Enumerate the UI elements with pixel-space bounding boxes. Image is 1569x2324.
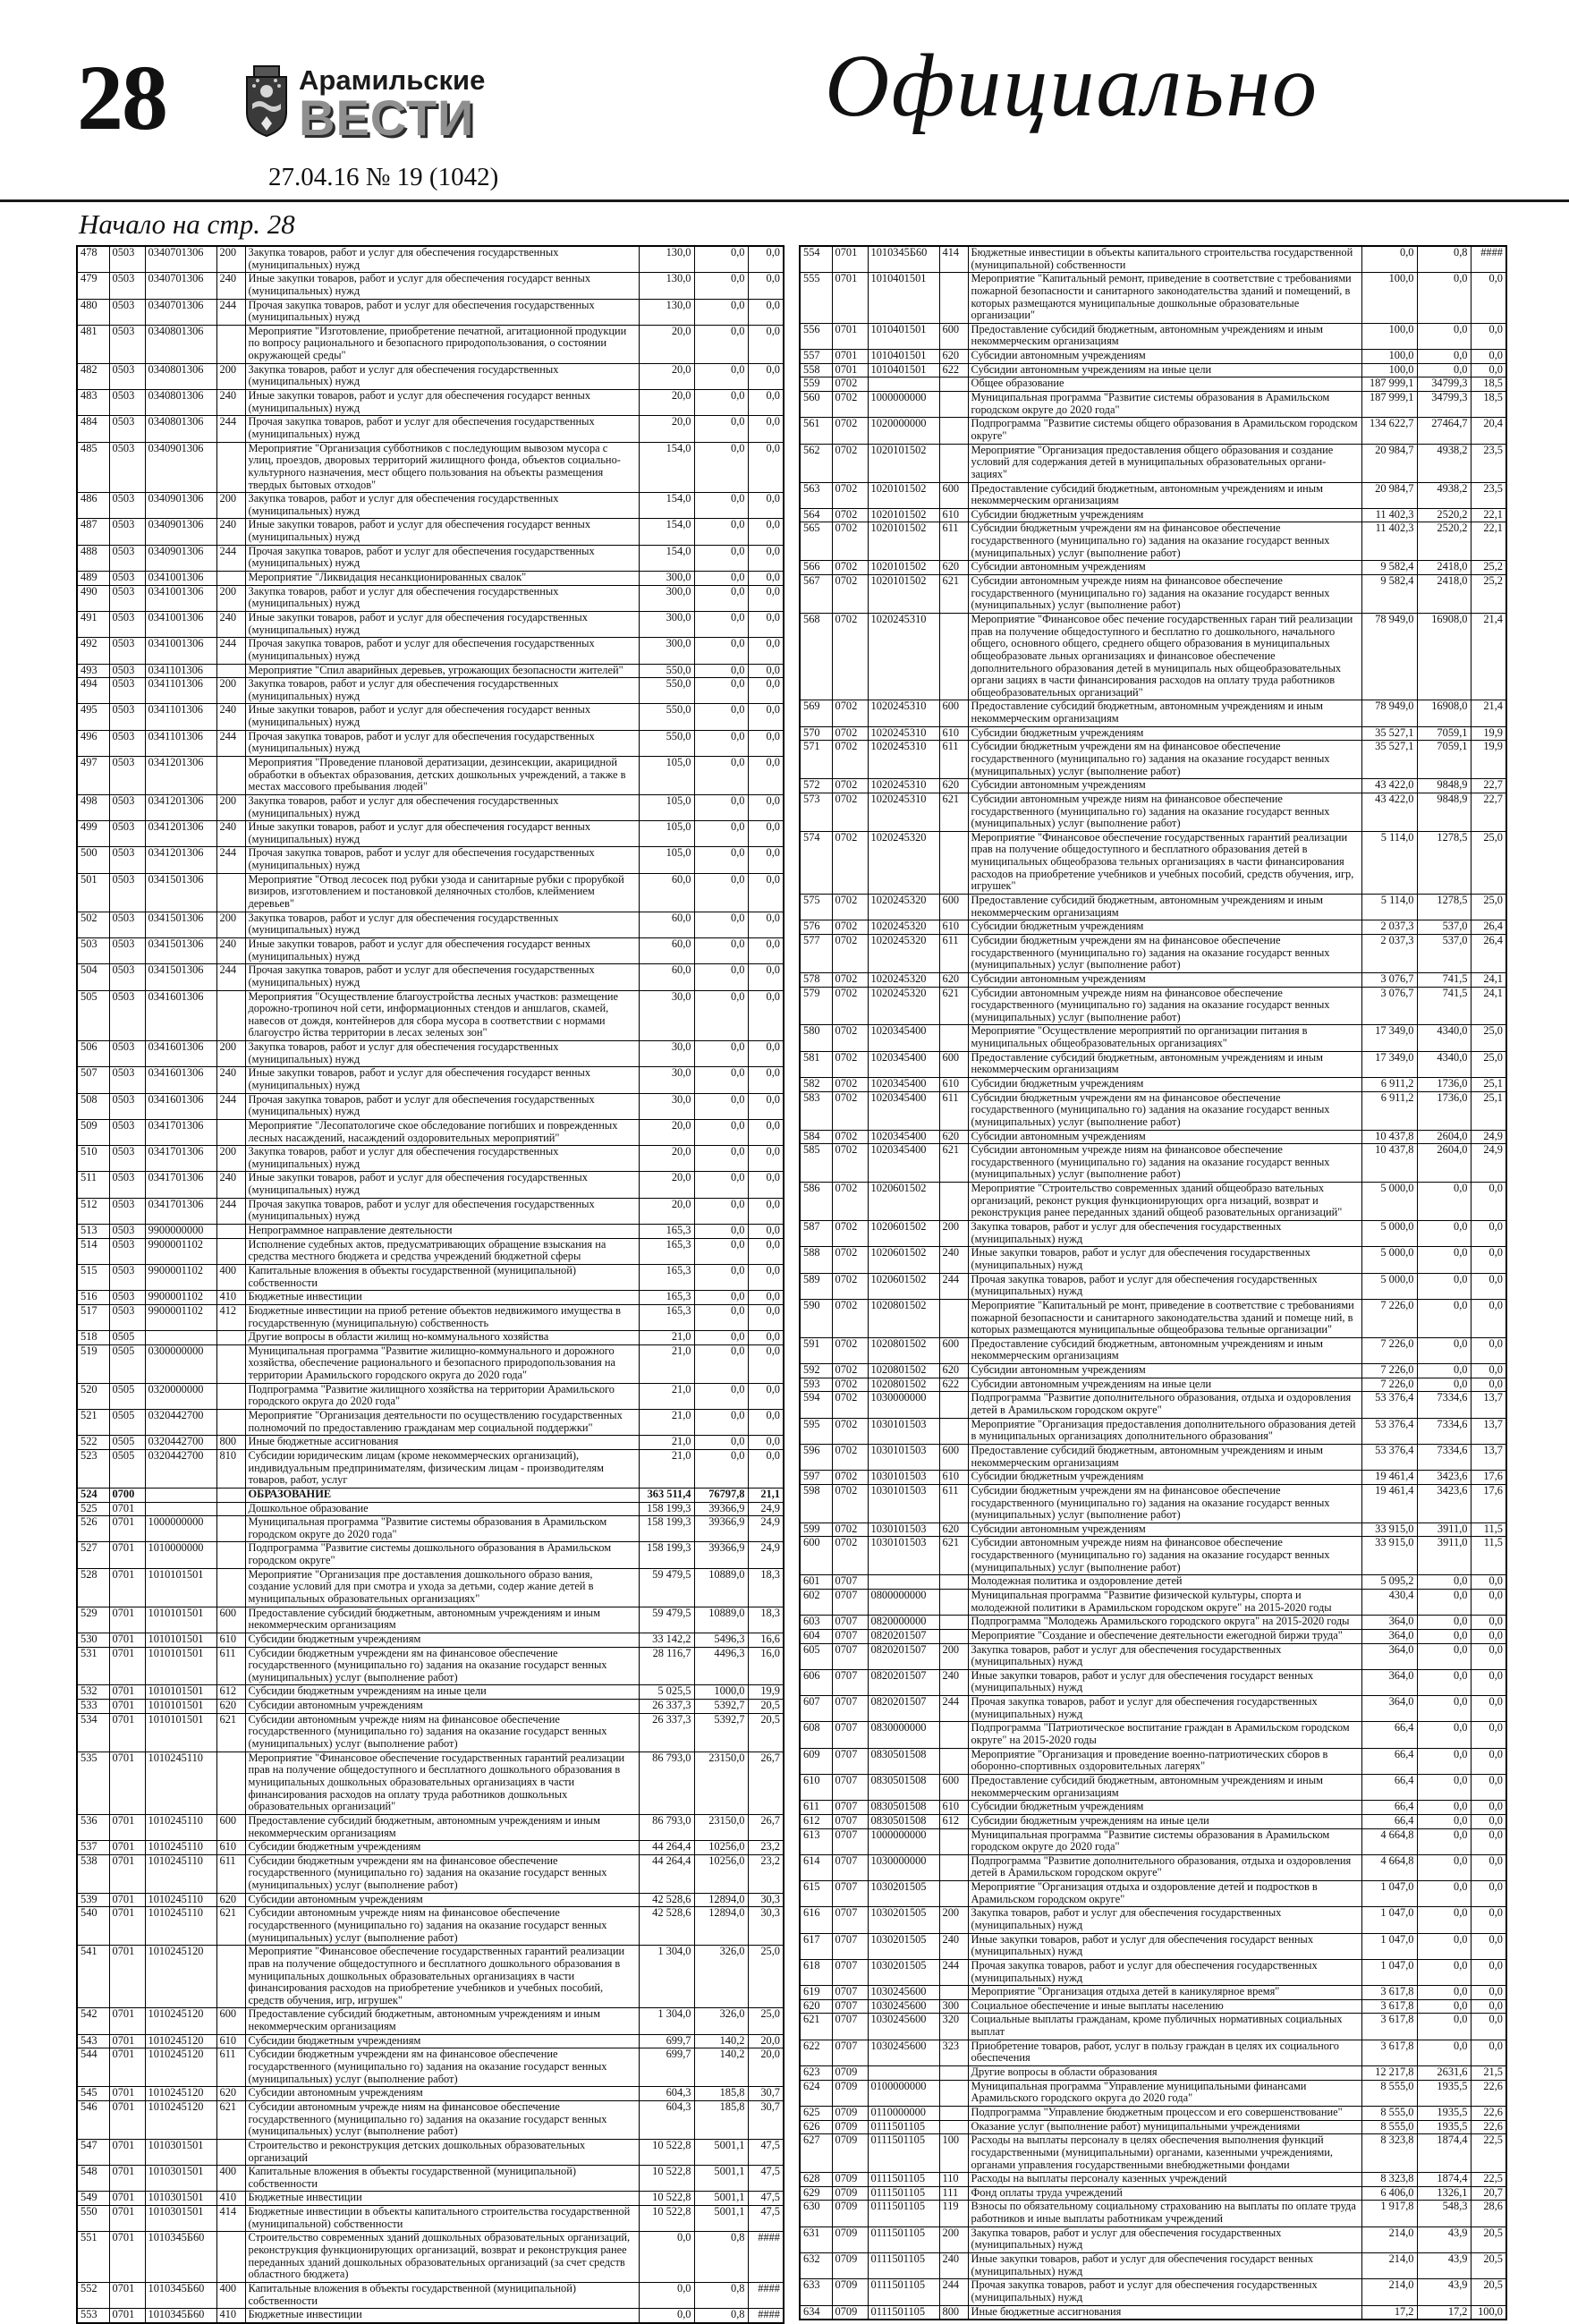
table-row: 572 0702 1020245310 620 Субсидии автономным учреждениям 43 422,0 9848,9 22,7: [800, 779, 1506, 793]
table-row: 489 0503 0341001306 Мероприятие "Ликвидация несанкционированных свалок" 300,0 0,0 0,0: [77, 572, 784, 586]
table-row: 583 0702 1020345400 611 Субсидии бюджетным учреждени ям на финансовое обеспечение государственного (муниципально го) задания на оказание государст венных (муниципальных) услуг (выполнение работ) 6 911,2 1736,0 25,1: [800, 1091, 1506, 1130]
table-row: 582 0702 1020345400 610 Субсидии бюджетным учреждениям 6 911,2 1736,0 25,1: [800, 1078, 1506, 1092]
city-crest-icon: [243, 64, 290, 138]
table-row: 552 0701 1010345Б60 400 Капитальные вложения в объекты государственной (муниципальной) собственности 0,0 0,8 ####: [77, 2282, 784, 2308]
table-row: 588 0702 1020601502 240 Иные закупки товаров, работ и услуг для обеспечения государственных (муниципальных) нужд 5 000,0 0,0 0,0: [800, 1247, 1506, 1273]
table-row: 567 0702 1020101502 621 Субсидии автономным учрежде ниям на финансовое обеспечение государственного (муниципально го) задания на оказание государст венных (муниципальных) услуг (выполнение работ) 9 582,4 2418,0 25,2: [800, 575, 1506, 614]
table-row: 510 0503 0341701306 200 Закупка товаров, работ и услуг для обеспечения государственных (муниципальных) нужд 20,0 0,0 0,0: [77, 1146, 784, 1172]
table-row: 535 0701 1010245110 Мероприятие "Финансовое обеспечение государственных гарантий реализации прав на получение общедоступного и бесплатного дошкольного образования в муниципальных дошкольных образовательных организациях в части финансирования расходов на оплату труда работников дошкольных образовательных организаций" 86 793,0 23150,0 26,7: [77, 1751, 784, 1814]
table-row: 505 0503 0341601306 Мероприятия "Осуществление благоустройства лесных участков: размещение дорожно-тропиноч ной сети, информационных стендов и аншлагов, скамей, навесов от дождя, контейнеров для сбора мусора в соответствии с нормами благоустро йства территории в лесах зеленых зон" 30,0 0,0 0,0: [77, 990, 784, 1041]
table-row: 603 0707 0820000000 Подпрограмма "Молодежь Арамильского городского округа" на 2015-2020 годы 364,0 0,0 0,0: [800, 1616, 1506, 1630]
table-row: 491 0503 0341001306 240 Иные закупки товаров, работ и услуг для обеспечения государственных (муниципальных) нужд 300,0 0,0 0,0: [77, 611, 784, 637]
table-row: 523 0505 0320442700 810 Субсидии юридическим лицам (кроме некоммерческих организаций), индивидуальным предпринимателям, физическим лицам - производителям товаров, работ, услуг 21,0 0,0 0,0: [77, 1449, 784, 1488]
table-row: 573 0702 1020245310 621 Субсидии автономным учрежде ниям на финансовое обеспечение государственного (муниципально го) задания на оказание государст венных (муниципальных) услуг (выполнение работ) 43 422,0 9848,9 22,7: [800, 793, 1506, 831]
table-row: 526 0701 1000000000 Муниципальная программа "Развитие системы образования в Арамильском городском округе до 2020 года" 158 199,3 39366,9 24,9: [77, 1516, 784, 1542]
table-row: 578 0702 1020245320 620 Субсидии автономным учреждениям 3 076,7 741,5 24,1: [800, 972, 1506, 987]
section-title: Официально: [825, 36, 1319, 135]
table-row: 513 0503 9900000000 Непрограммное направление деятельности 165,3 0,0 0,0: [77, 1225, 784, 1239]
table-row: 488 0503 0340901306 244 Прочая закупка товаров, работ и услуг для обеспечения государственных (муниципальных) нужд 154,0 0,0 0,0: [77, 545, 784, 571]
table-row: 600 0702 1030101503 621 Субсидии автономным учрежде ниям на финансовое обеспечение государственного (муниципально го) задания на оказание государст венных (муниципальных) услуг (выполнение работ) 33 915,0 3911,0 11,5: [800, 1537, 1506, 1575]
table-row: 494 0503 0341101306 200 Закупка товаров, работ и услуг для обеспечения государственных (муниципальных) нужд 550,0 0,0 0,0: [77, 678, 784, 704]
table-row: 620 0707 1030245600 300 Социальное обеспечение и иные выплаты населению 3 617,8 0,0 0,0: [800, 1999, 1506, 2014]
table-row: 487 0503 0340901306 240 Иные закупки товаров, работ и услуг для обеспечения государст венных (муниципальных) нужд 154,0 0,0 0,0: [77, 519, 784, 545]
table-row: 542 0701 1010245120 600 Предоставление субсидий бюджетным, автономным учреждениям и иным некоммерческим организациям 1 304,0 326,0 25,0: [77, 2008, 784, 2034]
table-row: 550 0701 1010301501 414 Бюджетные инвестиции в объекты капитального строительства государственной (муниципальной) собственности 10 522,8 5001,1 47,5: [77, 2206, 784, 2232]
table-row: 495 0503 0341101306 240 Иные закупки товаров, работ и услуг для обеспечения государст венных (муниципальных) нужд 550,0 0,0 0,0: [77, 704, 784, 730]
table-row: 547 0701 1010301501 Строительство и реконструкция детских дошкольных образовательных организаций 10 522,8 5001,1 47,5: [77, 2139, 784, 2165]
table-row: 551 0701 1010345Б60 Строительство современных зданий дошкольных образовательных организаций, реконструкция функционирующих организаций, возврат и реконструкция ранее переданных зданий дошкольных образовательных организаций (за счет средств областного бюджета) 0,0 0,8 ####: [77, 2232, 784, 2283]
table-row: 562 0702 1020101502 Мероприятие "Организация предоставления общего образования и создание условий для содержания детей в муниципальных образовательных органи- зациях" 20 984,7 4938,2 23,5: [800, 444, 1506, 482]
table-row: 508 0503 0341601306 244 Прочая закупка товаров, работ и услуг для обеспечения государственных (муниципальных) нужд 30,0 0,0 0,0: [77, 1093, 784, 1119]
table-row: 512 0503 0341701306 244 Прочая закупка товаров, работ и услуг для обеспечения государственных (муниципальных) нужд 20,0 0,0 0,0: [77, 1198, 784, 1224]
table-row: 554 0701 1010345Б60 414 Бюджетные инвестиции в объекты капитального строительства государственной (муниципальной) собственности 0,0 0,8 ####: [800, 246, 1506, 273]
table-row: 621 0707 1030245600 320 Социальные выплаты гражданам, кроме публичных нормативных социальных выплат 3 617,8 0,0 0,0: [800, 2014, 1506, 2040]
table-row: 520 0505 0320000000 Подпрограмма "Развитие жилищного хозяйства на территории Арамильского городского округа до 2020 года" 21,0 0,0 0,0: [77, 1383, 784, 1409]
table-row: 516 0503 9900001102 410 Бюджетные инвестиции 165,3 0,0 0,0: [77, 1291, 784, 1305]
table-row: 599 0702 1030101503 620 Субсидии автономным учреждениям 33 915,0 3911,0 11,5: [800, 1522, 1506, 1537]
date-issue-line: 27.04.16 № 19 (1042): [268, 163, 499, 191]
table-row: 525 0701 Дошкольное образование 158 199,3 39366,9 24,9: [77, 1502, 784, 1516]
table-row: 524 0700 ОБРАЗОВАНИЕ 363 511,4 76797,8 21,1: [77, 1488, 784, 1502]
table-row: 527 0701 1010000000 Подпрограмма "Развитие системы дошкольного образования в Арамильском городском округе" 158 199,3 39366,9 24,9: [77, 1542, 784, 1568]
table-row: 560 0702 1000000000 Муниципальная программа "Развитие системы образования в Арамильском городском округе до 2020 года" 187 999,1 34799,3 18,5: [800, 392, 1506, 418]
table-row: 558 0701 1010401501 622 Субсидии автономным учреждениям на иные цели 100,0 0,0 0,0: [800, 363, 1506, 377]
table-row: 592 0702 1020801502 620 Субсидии автономным учреждениям 7 226,0 0,0 0,0: [800, 1364, 1506, 1378]
table-row: 553 0701 1010345Б60 410 Бюджетные инвестиции 0,0 0,8 ####: [77, 2309, 784, 2323]
table-row: 481 0503 0340801306 Мероприятие "Изготовление, приобретение печатной, агитационной продукции по вопросу рационального и безопасного природопользования, о состоянии окружающей среды" 20,0 0,0 0,0: [77, 325, 784, 363]
table-row: 575 0702 1020245320 600 Предоставление субсидий бюджетным, автономным учреждениям и иным некоммерческим организациям 5 114,0 1278,5 25,0: [800, 895, 1506, 920]
table-row: 543 0701 1010245120 610 Субсидии бюджетным учреждениям 699,7 140,2 20,0: [77, 2034, 784, 2048]
table-row: 611 0707 0830501508 610 Субсидии бюджетным учреждениям 66,4 0,0 0,0: [800, 1801, 1506, 1815]
table-row: 619 0707 1030245600 Мероприятие "Организация отдыха детей в каникулярное время" 3 617,8 0,0 0,0: [800, 1986, 1506, 2000]
table-row: 531 0701 1010101501 611 Субсидии бюджетным учреждени ям на финансовое обеспечение государственного (муниципально го) задания на оказание государст венных (муниципальных) услуг (выполнение работ) 28 116,7 4496,3 16,0: [77, 1647, 784, 1685]
table-row: 618 0707 1030201505 244 Прочая закупка товаров, работ и услуг для обеспечения государственных (муниципальных) нужд 1 047,0 0,0 0,0: [800, 1959, 1506, 1985]
table-row: 608 0707 0830000000 Подпрограмма "Патриотическое воспитание граждан в Арамильском городском округе" на 2015-2020 годы 66,4 0,0 0,0: [800, 1722, 1506, 1748]
table-row: 507 0503 0341601306 240 Иные закупки товаров, работ и услуг для обеспечения государст венных (муниципальных) нужд 30,0 0,0 0,0: [77, 1067, 784, 1093]
table-row: 622 0707 1030245600 323 Приобретение товаров, работ, услуг в пользу граждан в целях их социального обеспечения 3 617,8 0,0 0,0: [800, 2040, 1506, 2065]
table-row: 482 0503 0340801306 200 Закупка товаров, работ и услуг для обеспечения государственных (муниципальных) нужд 20,0 0,0 0,0: [77, 363, 784, 389]
table-row: 557 0701 1010401501 620 Субсидии автономным учреждениям 100,0 0,0 0,0: [800, 350, 1506, 364]
table-row: 616 0707 1030201505 200 Закупка товаров, работ и услуг для обеспечения государственных (муниципальных) нужд 1 047,0 0,0 0,0: [800, 1907, 1506, 1933]
table-row: 601 0707 Молодежная политика и оздоровление детей 5 095,2 0,0 0,0: [800, 1575, 1506, 1590]
table-row: 529 0701 1010101501 600 Предоставление субсидий бюджетным, автономным учреждениям и иным некоммерческим организациям 59 479,5 10889,0 18,3: [77, 1607, 784, 1633]
table-row: 610 0707 0830501508 600 Предоставление субсидий бюджетным, автономным учреждениям и иным некоммерческим организациям 66,4 0,0 0,0: [800, 1774, 1506, 1800]
table-row: 486 0503 0340901306 200 Закупка товаров, работ и услуг для обеспечения государственных (муниципальных) нужд 154,0 0,0 0,0: [77, 493, 784, 519]
table-row: 498 0503 0341201306 200 Закупка товаров, работ и услуг для обеспечения государственных (муниципальных) нужд 105,0 0,0 0,0: [77, 794, 784, 820]
table-row: 493 0503 0341101306 Мероприятие "Спил аварийных деревьев, угрожающих безопасности жителей" 550,0 0,0 0,0: [77, 664, 784, 678]
table-row: 630 0709 0111501105 119 Взносы по обязательному социальному страхованию на выплаты по оплате труда работников и иные выплаты работникам учреждений 1 917,8 548,3 28,6: [800, 2201, 1506, 2226]
table-row: 484 0503 0340801306 244 Прочая закупка товаров, работ и услуг для обеспечения государственных (муниципальных) нужд 20,0 0,0 0,0: [77, 416, 784, 442]
table-row: 545 0701 1010245120 620 Субсидии автономным учреждениям 604,3 185,8 30,7: [77, 2087, 784, 2101]
table-row: 623 0709 Другие вопросы в области образования 12 217,8 2631,6 21,5: [800, 2066, 1506, 2081]
table-row: 634 0709 0111501105 800 Иные бюджетные ассигнования 17,2 17,2 100,0: [800, 2305, 1506, 2320]
table-row: 556 0701 1010401501 600 Предоставление субсидий бюджетным, автономным учреждениям и иным некоммерческим организациям 100,0 0,0 0,0: [800, 323, 1506, 349]
budget-table-left: [76, 245, 784, 2324]
table-row: 629 0709 0111501105 111 Фонд оплаты труда учреждений 6 406,0 1326,1 20,7: [800, 2186, 1506, 2201]
header-divider: [0, 199, 1569, 202]
table-row: 607 0707 0820201507 244 Прочая закупка товаров, работ и услуг для обеспечения государственных (муниципальных) нужд 364,0 0,0 0,0: [800, 1696, 1506, 1722]
newspaper-logo: [243, 64, 486, 146]
table-row: 500 0503 0341201306 244 Прочая закупка товаров, работ и услуг для обеспечения государственных (муниципальных) нужд 105,0 0,0 0,0: [77, 847, 784, 873]
table-row: 626 0709 0111501105 Оказание услуг (выполнение работ) муниципальными учреждениями 8 555,0 1935,5 22,6: [800, 2120, 1506, 2134]
table-row: 594 0702 1030000000 Подпрограмма "Развитие дополнительного образования, отдыха и оздоровления детей в Арамильском городском округе" 53 376,4 7334,6 13,7: [800, 1392, 1506, 1418]
table-row: 502 0503 0341501306 200 Закупка товаров, работ и услуг для обеспечения государственных (муниципальных) нужд 60,0 0,0 0,0: [77, 912, 784, 937]
table-row: 528 0701 1010101501 Мероприятие "Организация пре доставления дошкольного образо вания, создание условий для при смотра и ухода за детьми, содер жание детей в муниципальных образовательных организациях" 59 479,5 10889,0 18,3: [77, 1568, 784, 1607]
table-row: 506 0503 0341601306 200 Закупка товаров, работ и услуг для обеспечения государственных (муниципальных) нужд 30,0 0,0 0,0: [77, 1041, 784, 1067]
table-row: 612 0707 0830501508 612 Субсидии бюджетным учреждениям на иные цели 66,4 0,0 0,0: [800, 1814, 1506, 1828]
table-row: 534 0701 1010101501 621 Субсидии автономным учрежде ниям на финансовое обеспечение государственного (муниципально го) задания на оказание государст венных (муниципальных) услуг (выполнение работ) 26 337,3 5392,7 20,5: [77, 1713, 784, 1751]
table-row: 613 0707 1000000000 Муниципальная программа "Развитие системы образования в Арамильском городском округе до 2020 года" 4 664,8 0,0 0,0: [800, 1828, 1506, 1854]
table-row: 537 0701 1010245110 610 Субсидии бюджетным учреждениям 44 264,4 10256,0 23,2: [77, 1841, 784, 1855]
table-row: 517 0503 9900001102 412 Бюджетные инвестиции на приоб ретение объектов недвижимого имущества в государственную (муниципальную) собственность 165,3 0,0 0,0: [77, 1304, 784, 1330]
masthead-title-top: Арамильские: [299, 64, 486, 96]
table-row: 561 0702 1020000000 Подпрограмма "Развитие системы общего образования в Арамильском городском округе" 134 622,7 27464,7 20,4: [800, 418, 1506, 444]
table-row: 518 0505 Другие вопросы в области жилищ но-коммунального хозяйства 21,0 0,0 0,0: [77, 1331, 784, 1345]
table-row: 485 0503 0340901306 Мероприятие "Организация субботников с последующим вывозом мусора с улиц, проездов, дворовых территорий жилищного фонда, объектов социально-культурного назначения, мест общего пользования на объекты размещения твердых бытовых отходов" 154,0 0,0 0,0: [77, 442, 784, 493]
table-row: 509 0503 0341701306 Мероприятие "Лесопатологиче ское обследование погибших и поврежденных лесных насаждений, насаждений оздоровительных мероприятий" 20,0 0,0 0,0: [77, 1119, 784, 1145]
table-row: 496 0503 0341101306 244 Прочая закупка товаров, работ и услуг для обеспечения государственных (муниципальных) нужд 550,0 0,0 0,0: [77, 730, 784, 756]
table-row: 492 0503 0341001306 244 Прочая закупка товаров, работ и услуг для обеспечения государственных (муниципальных) нужд 300,0 0,0 0,0: [77, 638, 784, 664]
table-row: 581 0702 1020345400 600 Предоставление субсидий бюджетным, автономным учреждениям и иным некоммерческим организациям 17 349,0 4340,0 25,0: [800, 1051, 1506, 1077]
table-row: 614 0707 1030000000 Подпрограмма "Развитие дополнительного образования, отдыха и оздоровления детей в Арамильском городском округе" 4 664,8 0,0 0,0: [800, 1854, 1506, 1880]
table-row: 589 0702 1020601502 244 Прочая закупка товаров, работ и услуг для обеспечения государственных (муниципальных) нужд 5 000,0 0,0 0,0: [800, 1273, 1506, 1299]
table-row: 539 0701 1010245110 620 Субсидии автономным учреждениям 42 528,6 12894,0 30,3: [77, 1893, 784, 1907]
table-row: 597 0702 1030101503 610 Субсидии бюджетным учреждениям 19 461,4 3423,6 17,6: [800, 1471, 1506, 1485]
table-row: 631 0709 0111501105 200 Закупка товаров, работ и услуг для обеспечения государственных (муниципальных) нужд 214,0 43,9 20,5: [800, 2226, 1506, 2252]
table-row: 587 0702 1020601502 200 Закупка товаров, работ и услуг для обеспечения государственных (муниципальных) нужд 5 000,0 0,0 0,0: [800, 1221, 1506, 1247]
table-row: 570 0702 1020245310 610 Субсидии бюджетным учреждениям 35 527,1 7059,1 19,9: [800, 726, 1506, 741]
table-row: 511 0503 0341701306 240 Иные закупки товаров, работ и услуг для обеспечения государственных (муниципальных) нужд 20,0 0,0 0,0: [77, 1172, 784, 1198]
table-row: 548 0701 1010301501 400 Капитальные вложения в объекты государственной (муниципальной) собственности 10 522,8 5001,1 47,5: [77, 2166, 784, 2192]
table-row: 483 0503 0340801306 240 Иные закупки товаров, работ и услуг для обеспечения государст венных (муниципальных) нужд 20,0 0,0 0,0: [77, 390, 784, 416]
table-row: 627 0709 0111501105 100 Расходы на выплаты персоналу в целях обеспечения выполнения функций государственными (муниципальными) органами, казенными учреждениями, органами управления государственными внебюджетными фондами 8 323,8 1874,4 22,5: [800, 2134, 1506, 2173]
table-row: 624 0709 0100000000 Муниципальная программа "Управление муниципальными финансами Арамильского городского округа до 2020 года" 8 555,0 1935,5 22,6: [800, 2080, 1506, 2106]
table-row: 501 0503 0341501306 Мероприятие "Отвод лесосек под рубки узода и санитарные рубки с прорубкой визиров, изготовлением и постановкой деляночных столбов, клеймением деревьев" 60,0 0,0 0,0: [77, 873, 784, 912]
table-row: 533 0701 1010101501 620 Субсидии автономным учреждениям 26 337,3 5392,7 20,5: [77, 1700, 784, 1714]
table-row: 536 0701 1010245110 600 Предоставление субсидий бюджетным, автономным учреждениям и иным некоммерческим организациям 86 793,0 23150,0 26,7: [77, 1814, 784, 1840]
table-row: 569 0702 1020245310 600 Предоставление субсидий бюджетным, автономным учреждениям и иным некоммерческим организациям 78 949,0 16908,0 21,4: [800, 700, 1506, 726]
table-row: 480 0503 0340701306 244 Прочая закупка товаров, работ и услуг для обеспечения государственных (муниципальных) нужд 130,0 0,0 0,0: [77, 299, 784, 325]
table-row: 604 0707 0820201507 Мероприятие "Создание и обеспечение деятельности ежегодной биржи труда" 364,0 0,0 0,0: [800, 1629, 1506, 1643]
continuation-note: Начало на стр. 28: [79, 208, 295, 240]
table-row: 522 0505 0320442700 800 Иные бюджетные ассигнования 21,0 0,0 0,0: [77, 1436, 784, 1450]
table-row: 602 0707 0800000000 Муниципальная программа "Развитие физической культуры, спорта и молодежной политики в Арамильском городском округе" на 2015-2020 годы 430,4 0,0 0,0: [800, 1589, 1506, 1615]
table-row: 590 0702 1020801502 Мероприятие "Капитальный ре монт, приведение в соответствие с требованиями пожарной безопасности и санитарного законодательства зданий и помеще ний, в которых размещаются муниципальные общеобразова тельные организации" 7 226,0 0,0 0,0: [800, 1299, 1506, 1337]
table-row: 571 0702 1020245310 611 Субсидии бюджетным учреждени ям на финансовое обеспечение государственного (муниципально го) задания на оказание государст венных (муниципальных) услуг (выполнение работ) 35 527,1 7059,1 19,9: [800, 741, 1506, 779]
table-row: 565 0702 1020101502 611 Субсидии бюджетным учреждени ям на финансовое обеспечение государственного (муниципально го) задания на оказание государст венных (муниципальных) услуг (выполнение работ) 11 402,3 2520,2 22,1: [800, 522, 1506, 561]
table-row: 490 0503 0341001306 200 Закупка товаров, работ и услуг для обеспечения государственных (муниципальных) нужд 300,0 0,0 0,0: [77, 585, 784, 611]
table-row: 577 0702 1020245320 611 Субсидии бюджетным учреждени ям на финансовое обеспечение государственного (муниципально го) задания на оказание государст венных (муниципальных) услуг (выполнение работ) 2 037,3 537,0 26,4: [800, 934, 1506, 972]
table-row: 598 0702 1030101503 611 Субсидии бюджетным учреждени ям на финансовое обеспечение государственного (муниципально го) задания на оказание государст венных (муниципальных) услуг (выполнение работ) 19 461,4 3423,6 17,6: [800, 1484, 1506, 1522]
table-row: 585 0702 1020345400 621 Субсидии автономным учрежде ниям на финансовое обеспечение государственного (муниципально го) задания на оказание государст венных (муниципальных) услуг (выполнение работ) 10 437,8 2604,0 24,9: [800, 1144, 1506, 1183]
table-row: 515 0503 9900001102 400 Капитальные вложения в объекты государственной (муниципальной) собственности 165,3 0,0 0,0: [77, 1264, 784, 1290]
table-row: 576 0702 1020245320 610 Субсидии бюджетным учреждениям 2 037,3 537,0 26,4: [800, 920, 1506, 935]
table-row: 595 0702 1030101503 Мероприятие "Организация предоставления дополнительного образования детей в муниципальных организациях дополнительного образования" 53 376,4 7334,6 13,7: [800, 1418, 1506, 1444]
table-row: 566 0702 1020101502 620 Субсидии автономным учреждениям 9 582,4 2418,0 25,2: [800, 561, 1506, 575]
table-row: 497 0503 0341201306 Мероприятия "Проведение плановой дератизации, дезинсекции, акарицидной обработки в объектах образования, детских дошкольных учреждений, а также в местах массового пребывания людей" 105,0 0,0 0,0: [77, 756, 784, 794]
table-row: 632 0709 0111501105 240 Иные закупки товаров, работ и услуг для обеспечения государст венных (муниципальных) нужд 214,0 43,9 20,5: [800, 2253, 1506, 2279]
table-row: 563 0702 1020101502 600 Предоставление субсидий бюджетным, автономным учреждениям и иным некоммерческим организациям 20 984,7 4938,2 23,5: [800, 482, 1506, 508]
table-row: 546 0701 1010245120 621 Субсидии автономным учрежде ниям на финансовое обеспечение государственного (муниципально го) задания на оказание государст венных (муниципальных) услуг (выполнение работ) 604,3 185,8 30,7: [77, 2100, 784, 2139]
table-row: 564 0702 1020101502 610 Субсидии бюджетным учреждениям 11 402,3 2520,2 22,1: [800, 508, 1506, 522]
table-row: 503 0503 0341501306 240 Иные закупки товаров, работ и услуг для обеспечения государст венных (муниципальных) нужд 60,0 0,0 0,0: [77, 937, 784, 963]
masthead-title-bottom: ВЕСТИ: [299, 89, 475, 146]
table-row: 514 0503 9900001102 Исполнение судебных актов, предусматривающих обращение взыскания на средства местного бюджета и средства учреждений бюджетной сферы 165,3 0,0 0,0: [77, 1238, 784, 1264]
table-row: 593 0702 1020801502 622 Субсидии автономным учреждениям на иные цели 7 226,0 0,0 0,0: [800, 1378, 1506, 1392]
table-row: 579 0702 1020245320 621 Субсидии автономным учрежде ниям на финансовое обеспечение государственного (муниципально го) задания на оказание государст венных (муниципальных) услуг (выполнение работ) 3 076,7 741,5 24,1: [800, 987, 1506, 1025]
table-row: 633 0709 0111501105 244 Прочая закупка товаров, работ и услуг для обеспечения государственных (муниципальных) нужд 214,0 43,9 20,5: [800, 2279, 1506, 2305]
table-row: 538 0701 1010245110 611 Субсидии бюджетным учреждени ям на финансовое обеспечение государственного (муниципально го) задания на оказание государст венных (муниципальных) услуг (выполнение работ) 44 264,4 10256,0 23,2: [77, 1854, 784, 1893]
table-row: 478 0503 0340701306 200 Закупка товаров, работ и услуг для обеспечения государственных (муниципальных) нужд 130,0 0,0 0,0: [77, 246, 784, 273]
table-row: 617 0707 1030201505 240 Иные закупки товаров, работ и услуг для обеспечения государст венных (муниципальных) нужд 1 047,0 0,0 0,0: [800, 1933, 1506, 1959]
table-row: 596 0702 1030101503 600 Предоставление субсидий бюджетным, автономным учреждениям и иным некоммерческим организациям 53 376,4 7334,6 13,7: [800, 1444, 1506, 1470]
table-row: 591 0702 1020801502 600 Предоставление субсидий бюджетным, автономным учреждениям и иным некоммерческим организациям 7 226,0 0,0 0,0: [800, 1337, 1506, 1363]
table-row: 580 0702 1020345400 Мероприятие "Осуществление мероприятий по организации питания в муниципальных общеобразовательных организациях" 17 349,0 4340,0 25,0: [800, 1025, 1506, 1051]
table-row: 532 0701 1010101501 612 Субсидии бюджетным учреждениям на иные цели 5 025,5 1000,0 19,9: [77, 1685, 784, 1700]
table-row: 540 0701 1010245110 621 Субсидии автономным учрежде ниям на финансовое обеспечение государственного (муниципально го) задания на оказание государст венных (муниципальных) услуг (выполнение работ) 42 528,6 12894,0 30,3: [77, 1907, 784, 1946]
table-row: 628 0709 0111501105 110 Расходы на выплаты персоналу казенных учреждений 8 323,8 1874,4 22,5: [800, 2173, 1506, 2187]
table-row: 549 0701 1010301501 410 Бюджетные инвестиции 10 522,8 5001,1 47,5: [77, 2192, 784, 2206]
table-row: 559 0702 Общее образование 187 999,1 34799,3 18,5: [800, 377, 1506, 392]
table-row: 479 0503 0340701306 240 Иные закупки товаров, работ и услуг для обеспечения государст венных (муниципальных) нужд 130,0 0,0 0,0: [77, 273, 784, 299]
table-row: 555 0701 1010401501 Мероприятие "Капитальный ремонт, приведение в соответствие с требованиями пожарной безопасности и санитарного законодательства зданий и помещений, в которых размещаются муниципальные дошкольные образовательные организации" 100,0 0,0 0,0: [800, 273, 1506, 324]
table-row: 609 0707 0830501508 Мероприятие "Организация и проведение военно-патриотических сборов в оборонно-спортивных оздоровительных лагерях" 66,4 0,0 0,0: [800, 1748, 1506, 1774]
page-number: 28: [77, 47, 166, 149]
table-row: 584 0702 1020345400 620 Субсидии автономным учреждениям 10 437,8 2604,0 24,9: [800, 1130, 1506, 1144]
table-row: 568 0702 1020245310 Мероприятие "Финансовое обес печение государственных гаран тий реализации прав на получение общедоступного и бесплатно го дошкольного, начального общего, основного общего, среднего общего образования в муниципальных общеобразовате льных организациях и финансовое обеспечение дополнительного образования детей в муниципаль ных общеобразовательных органи зациях в части финансирования расходов на оплату труда работников общеобразовательных организаций" 78 949,0 16908,0 21,4: [800, 613, 1506, 700]
table-row: 504 0503 0341501306 244 Прочая закупка товаров, работ и услуг для обеспечения государственных (муниципальных) нужд 60,0 0,0 0,0: [77, 964, 784, 990]
table-row: 574 0702 1020245320 Мероприятие "Финансовое обеспечение государственных гарантий реализации прав на получение общедоступного и бесплатного образования детей в муниципальных общеобразова тельных организациях в части финансирования расходов на приобретение учебников и учебных пособий, средств обучения, игр, игрушек" 5 114,0 1278,5 25,0: [800, 831, 1506, 894]
table-row: 544 0701 1010245120 611 Субсидии бюджетным учреждени ям на финансовое обеспечение государственного (муниципально го) задания на оказание государст венных (муниципальных) услуг (выполнение работ) 699,7 140,2 20,0: [77, 2048, 784, 2087]
table-row: 530 0701 1010101501 610 Субсидии бюджетным учреждениям 33 142,2 5496,3 16,6: [77, 1633, 784, 1647]
budget-tables-region: [76, 245, 1507, 2324]
table-row: 586 0702 1020601502 Мероприятие "Строительство современных зданий общеобразо вательных организаций, реконст рукция функционирующих орга низаций, возврат и реконструкция ранее переданных зданий общеоб разовательных организаций" 5 000,0 0,0 0,0: [800, 1183, 1506, 1221]
table-row: 606 0707 0820201507 240 Иные закупки товаров, работ и услуг для обеспечения государст венных (муниципальных) нужд 364,0 0,0 0,0: [800, 1669, 1506, 1695]
table-row: 519 0505 0300000000 Муниципальная программа "Развитие жилищно-коммунального и дорожного хозяйства, обеспечение рационального и безопасного природопользования на территории Арамильского городского округа до 2020 года" 21,0 0,0 0,0: [77, 1344, 784, 1383]
budget-table-right: [799, 245, 1507, 2320]
table-row: 605 0707 0820201507 200 Закупка товаров, работ и услуг для обеспечения государственных (муниципальных) нужд 364,0 0,0 0,0: [800, 1643, 1506, 1669]
table-row: 615 0707 1030201505 Мероприятие "Организация отдыха и оздоровление детей и подростков в Арамильском городском округе" 1 047,0 0,0 0,0: [800, 1881, 1506, 1907]
table-row: 541 0701 1010245120 Мероприятие "Финансовое обеспечение государственных гарантий реализации прав на получение общедоступного и бесплатного дошкольного образования в муниципальных дошкольных образовательных организациях в части финансирования расходов на приобретение учебников и учебных пособий, средств обучения, игр, игрушек" 1 304,0 326,0 25,0: [77, 1946, 784, 2008]
table-row: 499 0503 0341201306 240 Иные закупки товаров, работ и услуг для обеспечения государст венных (муниципальных) нужд 105,0 0,0 0,0: [77, 821, 784, 847]
table-row: 625 0709 0110000000 Подпрограмма "Управление бюджетным процессом и его совершенствование" 8 555,0 1935,5 22,6: [800, 2106, 1506, 2120]
table-row: 521 0505 0320442700 Мероприятие "Организация деятельности по осуществлению государственных полномочий по предоставлению гражданам мер социальной поддержки" 21,0 0,0 0,0: [77, 1410, 784, 1436]
